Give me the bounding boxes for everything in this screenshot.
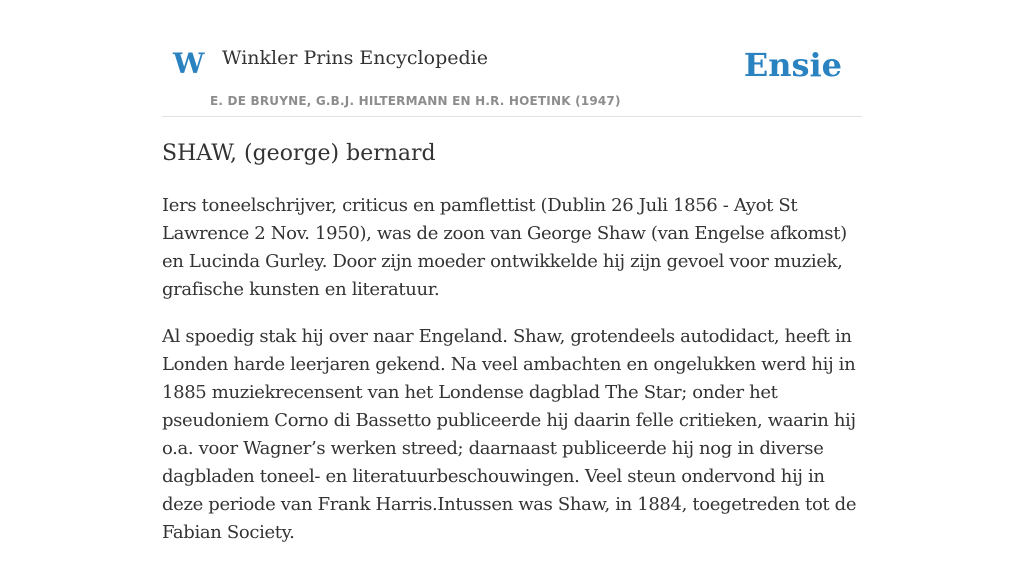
content-container [162,0,862,543]
winkler-prins-logo[interactable]: W [173,47,205,80]
article-body [162,192,862,566]
article-title: SHAW, (george) bernard [162,141,436,166]
article-paragraph: Iers toneelschrijver, criticus en pamflettist (Dublin 26 Juli 1856 - Ayot St Lawrence 2 Nov. 1950), was de zoon van George Shaw (van Engelse afkomst) en Lucinda Gurley. Door zijn moeder ontwikkelde hij zijn gevoel voor muziek, grafische kunsten en literatuur. [162,195,847,300]
source-authors: E. DE BRUYNE, G.B.J. HILTERMANN EN H.R. HOETINK (1947) [210,94,621,108]
site-header [162,0,862,117]
ensie-logo-link[interactable]: Ensie [743,46,842,84]
source-title[interactable]: Winkler Prins Encyclopedie [222,47,488,69]
article-paragraph: Al spoedig stak hij over naar Engeland. Shaw, grotendeels autodidact, heeft in Londen harde leerjaren gekend. Na veel ambachten en ongelukken werd hij in 1885 muziekrecensent van het Londense dagblad The Star; onder het pseudoniem Corno di Bassetto publiceerde hij daarin felle critieken, waarin hij o.a. voor Wagner’s werken streed; daarnaast publiceerde hij nog in diverse dagbladen toneel- en literatuurbeschouwingen. Veel steun ondervond hij in deze periode van Frank Harris.Intussen was Shaw, in 1884, toegetreden tot de Fabian Society. [162,326,857,543]
